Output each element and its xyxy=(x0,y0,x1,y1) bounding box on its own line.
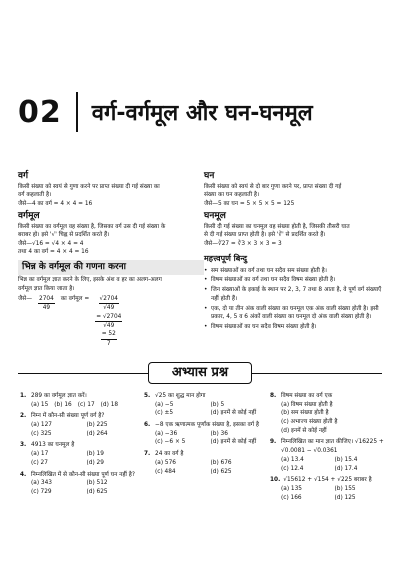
option: (a) 135 xyxy=(281,485,302,492)
text-line: जैसे—∛27 = ∛3 × 3 × 3 = 3 xyxy=(204,240,282,247)
step-fraction xyxy=(95,330,122,348)
option: (a) −36 xyxy=(155,430,178,437)
question xyxy=(20,412,142,438)
practice-header xyxy=(0,362,400,384)
left-column xyxy=(18,168,204,348)
cube-title: घन xyxy=(204,171,215,181)
option: (c) 17 xyxy=(77,401,95,408)
text-line: जैसे—5 का घन = 5 × 5 × 5 = 125 xyxy=(204,200,295,207)
fraction-numerator: 2704 xyxy=(38,295,55,304)
fraction-example xyxy=(18,295,204,348)
option: (c) 166 xyxy=(281,494,302,501)
option: (b) 15.4 xyxy=(334,456,358,463)
text-line: जैसे—√16 = √4 × 4 = 4 xyxy=(18,240,84,247)
question-text: √15612 + √154 + √225 बराबर है xyxy=(283,477,372,484)
option: (d) इनमें से कोई नहीं xyxy=(210,439,257,446)
square-title: वर्ग xyxy=(18,171,29,181)
chapter-number: 02 xyxy=(18,94,62,130)
step-value: 7 xyxy=(106,340,111,347)
option: (b) 16 xyxy=(54,401,72,408)
questions-column-2 xyxy=(144,392,266,479)
question xyxy=(144,450,266,476)
option: (b) 19 xyxy=(86,451,104,458)
option: (d) इनमें से कोई नहीं xyxy=(210,410,257,417)
option: (a) 343 xyxy=(31,480,52,487)
question xyxy=(270,392,388,435)
practice-title: अभ्यास प्रश्न xyxy=(148,362,252,384)
text-line: भिन्न का वर्गमूल ज्ञात करने के लिए, इसके अंश व हर का अलग-अलग xyxy=(18,277,162,284)
cube-text xyxy=(204,183,390,208)
fraction-steps xyxy=(95,295,122,348)
option: (d) 125 xyxy=(334,494,356,501)
list-item: • एक, दो या तीन अंक वाली संख्या का घनमूल एक अंक वाली संख्या होती है। इसी प्रकार, 4, 5 व 6 अंकों वाली संख्या का घनमूल दो अंक वाली संख्या होती है। xyxy=(204,305,390,322)
option: (c) 729 xyxy=(31,488,52,495)
question-number: 7. xyxy=(144,451,151,458)
step-value: = √2704 xyxy=(95,313,122,322)
option: (d) इनमें से कोई नहीं xyxy=(281,427,327,434)
text-line: वर्ग कहलाती है। xyxy=(18,192,52,199)
list-item: • जिन संख्याओं के इकाई के स्थान पर 2, 3, 7 तथा 8 आता है, वे पूर्ण वर्ग संख्याएँ नहीं होती हैं। xyxy=(204,286,390,303)
question-text: निम्न में कौन-सी संख्या पूर्ण वर्ग है? xyxy=(31,413,105,420)
option: (c) 325 xyxy=(31,430,52,437)
important-list xyxy=(204,267,390,332)
fraction xyxy=(38,295,55,313)
question-text: 24 का वर्ग है xyxy=(155,451,184,458)
sqroot-title: वर्गमूल xyxy=(18,210,40,221)
fraction-text xyxy=(18,276,204,293)
option: (c) 27 xyxy=(31,459,48,466)
option: (b) 676 xyxy=(210,459,232,466)
option: (d) 17.4 xyxy=(334,465,358,472)
step-value: √49 xyxy=(103,323,115,330)
option: (c) ±5 xyxy=(155,410,174,417)
option: (b) 5 xyxy=(210,401,225,408)
example-label: जैसे— xyxy=(18,295,33,302)
question xyxy=(144,421,266,447)
question-text: −8 एक ऋणात्मक पूर्णांक संख्या है, इसका वर्ग है xyxy=(155,422,259,429)
important-title: महत्त्वपूर्ण बिन्दु xyxy=(204,253,248,263)
question-number: 10. xyxy=(270,477,281,484)
right-column xyxy=(204,168,390,333)
question-number: 6. xyxy=(144,422,151,429)
question-number: 9. xyxy=(270,439,277,446)
question-number: 5. xyxy=(144,393,151,399)
list-item: • विषम संख्याओं का घन सदैव विषम संख्या होती है। xyxy=(204,323,390,331)
option: (c) 484 xyxy=(155,468,176,475)
step-fraction xyxy=(95,313,122,331)
option: (b) 155 xyxy=(334,485,356,492)
question-number: 3. xyxy=(20,442,27,449)
list-item: • विषम संख्याओं का वर्ग तथा घन सदैव विषम संख्या होती है। xyxy=(204,276,390,284)
step-fraction xyxy=(95,295,122,313)
text-line: से दी गई संख्या प्राप्त होती है। इसे '∛' से प्रदर्शित करते हैं। xyxy=(204,232,326,239)
option: (b) 225 xyxy=(86,422,108,429)
question-text: निम्नलिखित में से कौन-सी संख्या पूर्ण घन नहीं है? xyxy=(31,471,135,478)
text-line: तथा 4 का वर्ग = 4 × 4 = 16 xyxy=(18,248,89,255)
question xyxy=(270,438,388,473)
cuberoot-text xyxy=(204,223,390,248)
option: (d) 18 xyxy=(100,401,119,408)
option: (b) 512 xyxy=(86,480,108,487)
text-line: किसी संख्या को स्वयं से गुणा करने पर प्राप्त संख्या दी गई संख्या का xyxy=(18,183,160,190)
option: (a) 17 xyxy=(31,451,49,458)
option: (a) 15 xyxy=(31,401,49,408)
text-line: किसी संख्या को स्वयं से दो बार गुणा करने पर, प्राप्त संख्या दी गई xyxy=(204,183,342,190)
option: (d) 625 xyxy=(86,488,108,495)
chapter-title: वर्ग-वर्गमूल और घन-घनमूल xyxy=(91,101,313,126)
option: (c) 12.4 xyxy=(281,465,304,472)
cuberoot-title: घनमूल xyxy=(204,210,226,221)
fraction-title: भिन्न के वर्गमूल की गणना करना xyxy=(18,260,204,275)
text-line: वर्गमूल ज्ञात किया जाता है। xyxy=(18,285,75,292)
square-text xyxy=(18,183,204,208)
option: (a) 13.4 xyxy=(281,456,304,463)
option: (a) विषम संख्या होती है xyxy=(281,401,333,408)
option: (b) 36 xyxy=(210,430,228,437)
text-line: किसी दी गई संख्या का घनमूल वह संख्या होती है, जिसकी तीसरी घात xyxy=(204,223,350,230)
chapter-header xyxy=(18,84,382,140)
option: (c) अभाज्य संख्या होती है xyxy=(281,419,338,426)
question-text: निम्नलिखित का मान ज्ञात कीजिए। √16225 + √0.0081 − √0.0361 xyxy=(281,439,384,455)
question xyxy=(20,441,142,467)
option: (a) 127 xyxy=(31,422,52,429)
step-value: √49 xyxy=(103,305,115,312)
question-text: विषम संख्या का वर्ग एक xyxy=(281,393,333,399)
question-number: 1. xyxy=(20,393,27,399)
option: (d) 29 xyxy=(86,459,104,466)
question xyxy=(20,392,142,409)
question xyxy=(270,476,388,502)
question xyxy=(144,392,266,418)
questions-column-3 xyxy=(270,392,388,505)
questions-column-1 xyxy=(20,392,142,500)
list-item: • सम संख्याओं का वर्ग तथा घन सदैव सम संख्या होती है। xyxy=(204,267,390,275)
option: (b) सम संख्या होती है xyxy=(281,410,329,417)
option: (a) 576 xyxy=(155,459,176,466)
question-number: 4. xyxy=(20,471,27,478)
option: (c) −6 × 5 xyxy=(155,439,186,446)
question-text: 4913 का घनमूल है xyxy=(31,442,75,449)
question-number: 8. xyxy=(270,393,277,399)
question-text: √25 का शुद्ध मान होगा xyxy=(155,393,206,399)
option: (d) 264 xyxy=(86,430,108,437)
question-number: 2. xyxy=(20,413,27,420)
text-line: किसी संख्या का वर्गमूल वह संख्या है, जिसका वर्ग उस दी गई संख्या के xyxy=(18,223,166,230)
fraction-denominator: 49 xyxy=(42,305,51,312)
question xyxy=(20,471,142,497)
question-text: 289 का वर्गमूल ज्ञात करें। xyxy=(31,393,87,399)
step-value: = 52 xyxy=(101,330,117,339)
text-line: बराबर हो। इसे '√' चिह्न से प्रदर्शित करते हैं। xyxy=(18,232,110,239)
text-line: संख्या का घन कहलाती है। xyxy=(204,192,260,199)
step-value: √2704 xyxy=(99,295,119,304)
example-tail: का वर्गमूल = xyxy=(60,295,90,302)
option: (a) −5 xyxy=(155,401,174,408)
text-line: जैसे—4 का वर्ग = 4 × 4 = 16 xyxy=(18,200,93,207)
option: (d) 625 xyxy=(210,468,232,475)
sqroot-text xyxy=(18,223,204,257)
